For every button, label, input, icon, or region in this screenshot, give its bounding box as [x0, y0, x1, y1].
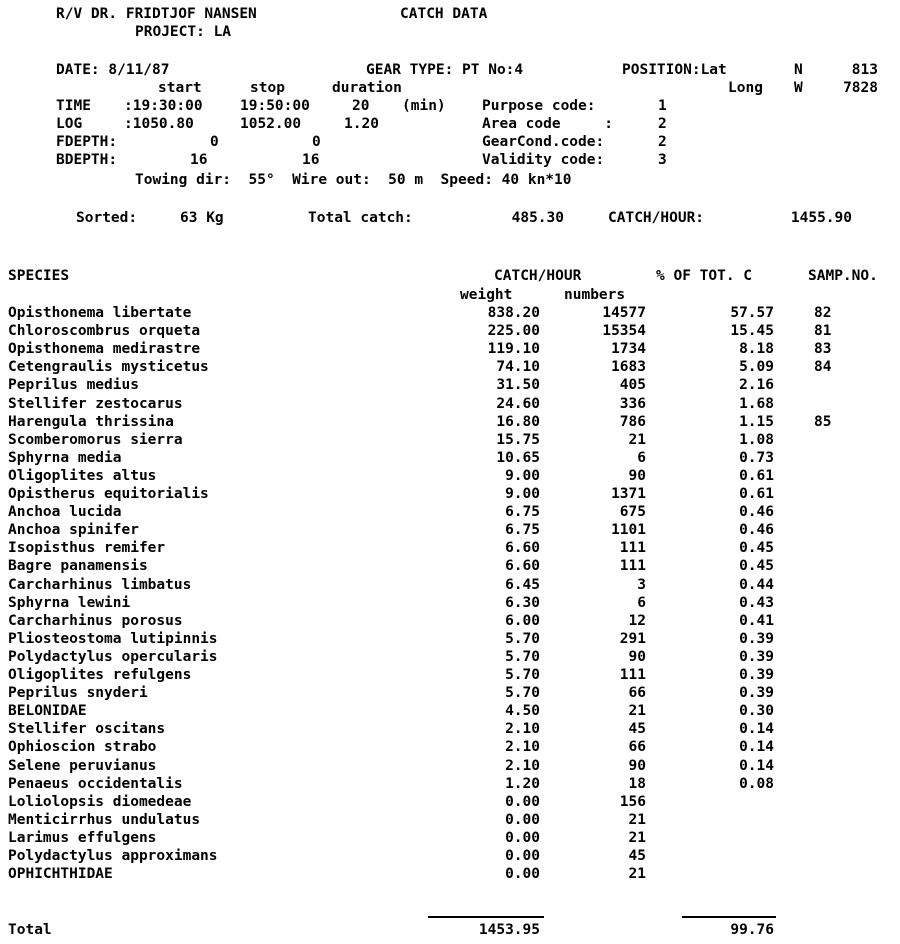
- numbers-value: 405: [619, 377, 646, 393]
- time-label: TIME: [56, 98, 91, 114]
- weight-value: 9.00: [505, 486, 540, 502]
- time-unit: (min): [402, 98, 446, 114]
- percent-value: 2.16: [739, 377, 774, 393]
- numbers-value: 786: [619, 414, 646, 430]
- species-name: Ophioscion strabo: [8, 739, 157, 755]
- weight-value: 0.00: [505, 794, 540, 810]
- species-name: Menticirrhus undulatus: [8, 812, 201, 828]
- weight-value: 0.00: [505, 866, 540, 882]
- weight-value: 2.10: [505, 739, 540, 755]
- lat-hemisphere: N: [794, 62, 803, 78]
- gearcond-code-value: 2: [658, 134, 667, 150]
- station-date: DATE: 8/11/87: [56, 62, 170, 78]
- weight-value: 6.60: [505, 540, 540, 556]
- log-label: LOG: [56, 116, 83, 132]
- area-code-label: Area code :: [482, 116, 613, 132]
- bdepth-label: BDEPTH:: [56, 152, 118, 168]
- numbers-value: 336: [619, 396, 646, 412]
- percent-column-header: % OF TOT. C: [656, 268, 753, 284]
- position-label: POSITION:Lat: [622, 62, 727, 78]
- numbers-value: 14577: [602, 305, 646, 321]
- species-name: Harengula thrissina: [8, 414, 174, 430]
- weight-value: 1.20: [505, 776, 540, 792]
- percent-value: 0.39: [739, 667, 774, 683]
- percent-value: 0.61: [739, 486, 774, 502]
- percent-value: 8.18: [739, 341, 774, 357]
- numbers-value: 18: [628, 776, 646, 792]
- lat-value: 813: [851, 62, 878, 78]
- validity-code-value: 3: [658, 152, 667, 168]
- weight-value: 225.00: [487, 323, 540, 339]
- time-start: :19:30:00: [124, 98, 203, 114]
- fdepth-start: 0: [210, 134, 219, 150]
- long-label: Long: [728, 80, 763, 96]
- weight-value: 5.70: [505, 685, 540, 701]
- area-code-value: 2: [658, 116, 667, 132]
- species-name: Larimus effulgens: [8, 830, 157, 846]
- sample-number: 82: [814, 305, 832, 321]
- percent-value: 0.39: [739, 649, 774, 665]
- gearcond-code-label: GearCond.code:: [482, 134, 605, 150]
- percent-value: 57.57: [730, 305, 774, 321]
- numbers-value: 291: [619, 631, 646, 647]
- numbers-value: 1734: [611, 341, 646, 357]
- species-name: Opisthonema medirastre: [8, 341, 201, 357]
- percent-value: 0.46: [739, 522, 774, 538]
- numbers-value: 90: [628, 468, 646, 484]
- total-percent: 99.76: [730, 922, 774, 938]
- percent-value: 15.45: [730, 323, 774, 339]
- weight-value: 6.75: [505, 504, 540, 520]
- bdepth-start: 16: [190, 152, 208, 168]
- percent-value: 0.73: [739, 450, 774, 466]
- percent-value: 1.08: [739, 432, 774, 448]
- log-stop: 1052.00: [240, 116, 302, 132]
- numbers-value: 6: [637, 595, 646, 611]
- weight-value: 0.00: [505, 848, 540, 864]
- species-name: OPHICHTHIDAE: [8, 866, 113, 882]
- time-stop: 19:50:00: [240, 98, 310, 114]
- col-duration-header: duration: [332, 80, 402, 96]
- weight-value: 0.00: [505, 830, 540, 846]
- species-name: Carcharhinus porosus: [8, 613, 183, 629]
- species-name: Selene peruvianus: [8, 758, 157, 774]
- numbers-value: 21: [628, 866, 646, 882]
- total-weight: 1453.95: [478, 922, 540, 938]
- total-catch-label: Total catch:: [308, 210, 413, 226]
- species-name: Carcharhinus limbatus: [8, 577, 192, 593]
- species-name: Opisthonema libertate: [8, 305, 192, 321]
- percent-value: 0.41: [739, 613, 774, 629]
- towing-line: Towing dir: 55° Wire out: 50 m Speed: 40 kn*10: [135, 172, 572, 188]
- species-name: Bagre panamensis: [8, 558, 148, 574]
- weight-value: 24.60: [496, 396, 540, 412]
- catch-hour-value: 1455.90: [790, 210, 852, 226]
- numbers-value: 156: [619, 794, 646, 810]
- col-start-header: start: [158, 80, 202, 96]
- species-name: Opistherus equitorialis: [8, 486, 209, 502]
- numbers-value: 3: [637, 577, 646, 593]
- percent-value: 0.14: [739, 758, 774, 774]
- numbers-value: 1101: [611, 522, 646, 538]
- numbers-value: 111: [619, 667, 646, 683]
- weight-value: 5.70: [505, 649, 540, 665]
- weight-value: 31.50: [496, 377, 540, 393]
- bdepth-stop: 16: [302, 152, 320, 168]
- numbers-value: 45: [628, 721, 646, 737]
- percent-value: 0.44: [739, 577, 774, 593]
- weight-value: 9.00: [505, 468, 540, 484]
- species-name: Pliosteostoma lutipinnis: [8, 631, 218, 647]
- numbers-value: 675: [619, 504, 646, 520]
- weight-value: 6.00: [505, 613, 540, 629]
- sorted-label: Sorted:: [76, 210, 138, 226]
- percent-value: 1.15: [739, 414, 774, 430]
- numbers-value: 21: [628, 812, 646, 828]
- weight-value: 16.80: [496, 414, 540, 430]
- long-value: 7828: [843, 80, 878, 96]
- project-label: PROJECT: LA: [135, 24, 232, 40]
- species-name: Polydactylus opercularis: [8, 649, 218, 665]
- species-name: Loliolopsis diomedeae: [8, 794, 192, 810]
- species-name: Isopisthus remifer: [8, 540, 166, 556]
- numbers-value: 1683: [611, 359, 646, 375]
- weight-value: 74.10: [496, 359, 540, 375]
- species-name: Anchoa spinifer: [8, 522, 139, 538]
- weight-value: 5.70: [505, 667, 540, 683]
- numbers-value: 15354: [602, 323, 646, 339]
- percent-value: 0.61: [739, 468, 774, 484]
- species-name: Anchoa lucida: [8, 504, 122, 520]
- weight-value: 2.10: [505, 721, 540, 737]
- species-name: Cetengraulis mysticetus: [8, 359, 209, 375]
- weight-value: 6.30: [505, 595, 540, 611]
- numbers-value: 111: [619, 558, 646, 574]
- percent-value: 0.45: [739, 540, 774, 556]
- sample-number-column-header: SAMP.NO.: [808, 268, 878, 284]
- species-name: Oligoplites refulgens: [8, 667, 192, 683]
- numbers-value: 21: [628, 432, 646, 448]
- sample-number: 81: [814, 323, 832, 339]
- percent-value: 0.46: [739, 504, 774, 520]
- species-name: Sphyrna lewini: [8, 595, 131, 611]
- percent-value: 0.39: [739, 685, 774, 701]
- total-label: Total: [8, 922, 52, 938]
- species-name: Peprilus snyderi: [8, 685, 148, 701]
- percent-value: 0.14: [739, 721, 774, 737]
- numbers-value: 111: [619, 540, 646, 556]
- species-name: BELONIDAE: [8, 703, 87, 719]
- percent-value: 1.68: [739, 396, 774, 412]
- gear-type: GEAR TYPE: PT No:4: [366, 62, 524, 78]
- numbers-value: 66: [628, 685, 646, 701]
- document-type: CATCH DATA: [400, 6, 488, 22]
- long-hemisphere: W: [794, 80, 803, 96]
- sorted-value: 63 Kg: [180, 210, 224, 226]
- weight-value: 838.20: [487, 305, 540, 321]
- weight-value: 5.70: [505, 631, 540, 647]
- species-name: Stellifer zestocarus: [8, 396, 183, 412]
- catch-hour-column-header: CATCH/HOUR: [494, 268, 582, 284]
- percent-value: 0.43: [739, 595, 774, 611]
- species-column-header: SPECIES: [8, 268, 70, 284]
- numbers-value: 90: [628, 649, 646, 665]
- numbers-subheader: numbers: [564, 287, 626, 303]
- species-name: Peprilus medius: [8, 377, 139, 393]
- sample-number: 83: [814, 341, 832, 357]
- weight-subheader: weight: [460, 287, 513, 303]
- species-name: Polydactylus approximans: [8, 848, 218, 864]
- percent-value: 0.14: [739, 739, 774, 755]
- species-name: Penaeus occidentalis: [8, 776, 183, 792]
- weight-value: 6.60: [505, 558, 540, 574]
- col-stop-header: stop: [250, 80, 285, 96]
- numbers-value: 21: [628, 830, 646, 846]
- weight-value: 10.65: [496, 450, 540, 466]
- log-start: :1050.80: [124, 116, 194, 132]
- weight-value: 2.10: [505, 758, 540, 774]
- validity-code-label: Validity code:: [482, 152, 605, 168]
- percent-value: 0.39: [739, 631, 774, 647]
- weight-value: 0.00: [505, 812, 540, 828]
- catch-hour-label: CATCH/HOUR:: [608, 210, 705, 226]
- numbers-value: 1371: [611, 486, 646, 502]
- log-duration: 1.20: [344, 116, 379, 132]
- weight-value: 4.50: [505, 703, 540, 719]
- numbers-value: 66: [628, 739, 646, 755]
- numbers-value: 6: [637, 450, 646, 466]
- numbers-value: 12: [628, 613, 646, 629]
- species-name: Sphyrna media: [8, 450, 122, 466]
- species-name: Oligoplites altus: [8, 468, 157, 484]
- numbers-value: 45: [628, 848, 646, 864]
- percent-value: 0.30: [739, 703, 774, 719]
- purpose-code-label: Purpose code:: [482, 98, 596, 114]
- vessel-name: R/V DR. FRIDTJOF NANSEN: [56, 6, 257, 22]
- total-catch-value: 485.30: [511, 210, 564, 226]
- weight-total-rule: [428, 916, 544, 918]
- percent-value: 5.09: [739, 359, 774, 375]
- species-name: Scomberomorus sierra: [8, 432, 183, 448]
- weight-value: 15.75: [496, 432, 540, 448]
- weight-value: 6.45: [505, 577, 540, 593]
- time-duration: 20: [352, 98, 370, 114]
- sample-number: 84: [814, 359, 832, 375]
- purpose-code-value: 1: [658, 98, 667, 114]
- sample-number: 85: [814, 414, 832, 430]
- fdepth-stop: 0: [312, 134, 321, 150]
- weight-value: 119.10: [487, 341, 540, 357]
- percent-value: 0.08: [739, 776, 774, 792]
- fdepth-label: FDEPTH:: [56, 134, 118, 150]
- numbers-value: 21: [628, 703, 646, 719]
- numbers-value: 90: [628, 758, 646, 774]
- species-name: Chloroscombrus orqueta: [8, 323, 201, 339]
- percent-total-rule: [682, 916, 776, 918]
- percent-value: 0.45: [739, 558, 774, 574]
- species-name: Stellifer oscitans: [8, 721, 166, 737]
- weight-value: 6.75: [505, 522, 540, 538]
